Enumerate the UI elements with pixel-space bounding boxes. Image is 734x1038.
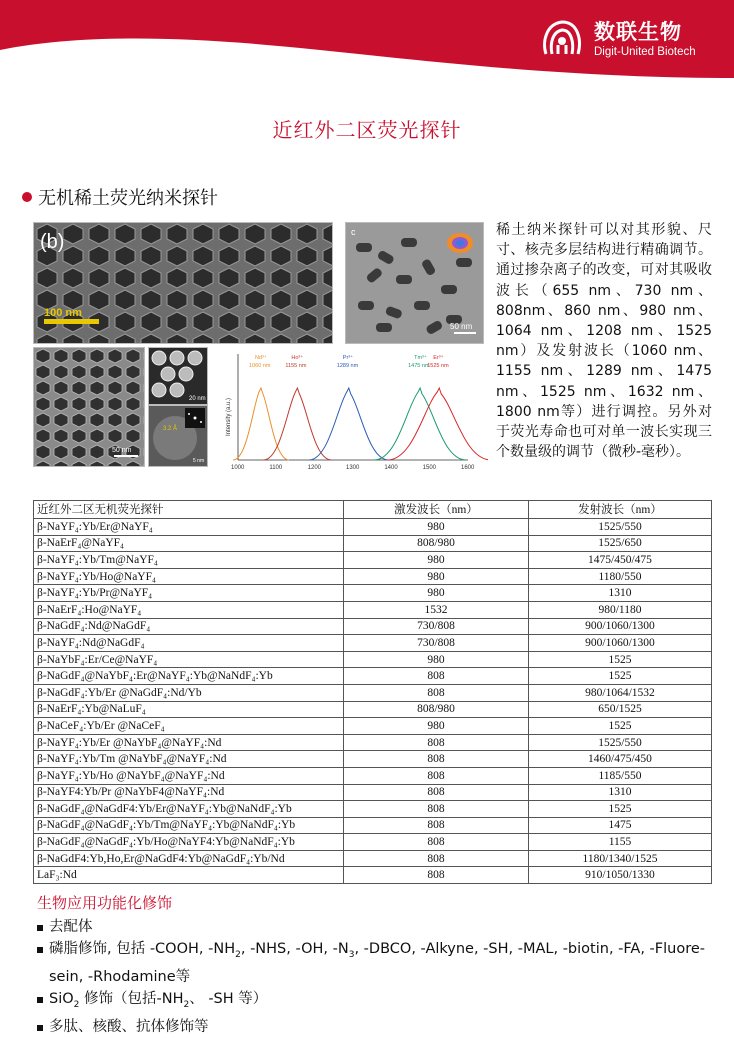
cell-excitation: 980 <box>344 585 529 602</box>
cell-emission: 1525/650 <box>529 535 712 552</box>
table-row <box>34 751 712 768</box>
cell-excitation: 980 <box>344 552 529 569</box>
list-item <box>37 938 713 988</box>
table-row <box>34 618 712 635</box>
list-item-text: 去配体 <box>49 919 93 935</box>
list-item <box>37 988 713 1016</box>
cell-probe: β-NaYF₄:Yb/Tm@NaYF₄ <box>34 552 344 569</box>
list-item-text: , -DBCO, -Alkyne, -SH, -MAL, -biotin, -FA, -Fluore-sein, -Rhodamine等 <box>49 941 705 985</box>
cell-probe: β-NaCeF₄:Yb/Er @NaCeF₄ <box>34 718 344 735</box>
spectrum-peak-wavelength-label: 1525 nm <box>427 363 449 369</box>
bio-feature-list <box>37 916 713 1038</box>
table-row <box>34 850 712 867</box>
cell-probe: β-NaYF₄:Yb/Ho@NaYF₄ <box>34 568 344 585</box>
spectrum-xtick: 1100 <box>269 465 283 471</box>
list-item-text: 修饰（包括-NH <box>79 990 184 1007</box>
spectrum-ylabel: Intensity (a.u.) <box>226 397 232 436</box>
cell-excitation: 808/980 <box>344 535 529 552</box>
table-row <box>34 535 712 552</box>
table-row <box>34 651 712 668</box>
table-row <box>34 635 712 652</box>
brand <box>538 14 728 70</box>
inset2-scale-label: 5 nm <box>193 458 205 464</box>
table-row <box>34 718 712 735</box>
cell-excitation: 808 <box>344 668 529 685</box>
cell-probe: β-NaGdF₄@NaGdF₄:Yb/Ho@NaYF4:Yb@NaNdF₄:Yb <box>34 834 344 851</box>
spectrum-peak-ion-label: Ho³⁺ <box>291 355 304 361</box>
brand-name-cn: 数联生物 <box>594 20 682 44</box>
cell-emission: 1525 <box>529 668 712 685</box>
cell-emission: 1155 <box>529 834 712 851</box>
spectrum-peak-line <box>263 388 331 460</box>
cell-emission: 900/1060/1300 <box>529 618 712 635</box>
tem-inset-spheres <box>148 347 208 405</box>
cell-probe: β-NaYF₄:Yb/Er@NaYF₄ <box>34 519 344 536</box>
cell-probe: β-NaErF₄:Yb@NaLuF₄ <box>34 701 344 718</box>
cell-excitation: 980 <box>344 519 529 536</box>
cell-emission: 1525/550 <box>529 519 712 536</box>
hrtem-inset-lattice <box>148 405 208 467</box>
cell-probe: β-NaYF₄:Nd@NaGdF₄ <box>34 635 344 652</box>
cell-excitation: 808 <box>344 751 529 768</box>
panel-c-scale-label: 50 nm <box>450 322 473 331</box>
cell-probe: β-NaYbF₄:Er/Ce@NaYF₄ <box>34 651 344 668</box>
table-row <box>34 519 712 536</box>
table-row <box>34 784 712 801</box>
table-row <box>34 684 712 701</box>
list-item-text: 磷脂修饰, 包括 -COOH, -NH <box>49 941 236 957</box>
list-item <box>37 916 713 938</box>
spectrum-xtick: 1400 <box>384 465 398 471</box>
spectrum-peak-ion-label: Er³⁺ <box>433 355 444 361</box>
brain-bubble-logo-icon <box>538 14 586 62</box>
spectrum-peak-ion-label: Tm³⁺ <box>414 355 427 361</box>
table-row <box>34 834 712 851</box>
list-item-text: SiO <box>49 990 74 1007</box>
cell-excitation: 980 <box>344 568 529 585</box>
cell-emission: 1460/475/450 <box>529 751 712 768</box>
cell-emission: 1525 <box>529 651 712 668</box>
spectrum-peak-wavelength-label: 1060 nm <box>249 363 271 369</box>
cell-emission: 1475 <box>529 817 712 834</box>
table-header-row <box>34 501 712 519</box>
table-row <box>34 601 712 618</box>
cell-emission: 910/1050/1330 <box>529 867 712 884</box>
cell-emission: 1525 <box>529 801 712 818</box>
subscript: 2 <box>235 949 241 960</box>
brand-name-en: Digit-United Biotech <box>594 46 696 58</box>
cell-excitation: 1532 <box>344 601 529 618</box>
table-header-excitation: 激发波长（nm） <box>344 501 529 519</box>
bio-heading: 生物应用功能化修饰 <box>37 894 173 912</box>
cell-probe: β-NaGdF₄:Yb/Er @NaGdF₄:Nd/Yb <box>34 684 344 701</box>
cell-excitation: 808/980 <box>344 701 529 718</box>
list-item <box>37 1016 713 1038</box>
cell-probe: β-NaGdF₄@NaGdF4:Yb/Er@NaYF₄:Yb@NaNdF₄:Yb <box>34 801 344 818</box>
table-row <box>34 552 712 569</box>
tem-image-panel-c <box>345 222 484 344</box>
cell-emission: 1185/550 <box>529 767 712 784</box>
cell-excitation: 808 <box>344 817 529 834</box>
cell-excitation: 730/808 <box>344 618 529 635</box>
cell-excitation: 980 <box>344 651 529 668</box>
mini-scale-label: 50 nm <box>112 447 132 454</box>
table-header-emission: 发射波长（nm） <box>529 501 712 519</box>
cell-probe: β-NaYF₄:Yb/Ho @NaYbF₄@NaYF₄:Nd <box>34 767 344 784</box>
spectrum-xtick: 1200 <box>307 465 322 471</box>
cell-excitation: 808 <box>344 784 529 801</box>
cell-emission: 900/1060/1300 <box>529 635 712 652</box>
cell-excitation: 808 <box>344 850 529 867</box>
table-row <box>34 668 712 685</box>
spectrum-peak-line <box>387 388 488 460</box>
list-item-text: 多肽、核酸、抗体修饰等 <box>49 1018 209 1035</box>
cell-probe: β-NaGdF₄:Nd@NaGdF₄ <box>34 618 344 635</box>
spectrum-peak-wavelength-label: 1289 nm <box>336 363 359 369</box>
cell-emission: 980/1180 <box>529 601 712 618</box>
cell-emission: 980/1064/1532 <box>529 684 712 701</box>
subscript: 2 <box>183 999 190 1010</box>
cell-excitation: 808 <box>344 684 529 701</box>
table-row <box>34 734 712 751</box>
cell-emission: 1180/1340/1525 <box>529 850 712 867</box>
panel-b-scale-label: 100 nm <box>44 307 82 319</box>
spectrum-peak-wavelength-label: 1475 nm <box>408 363 430 369</box>
spectrum-peak-line <box>233 388 289 460</box>
spectrum-xtick: 1600 <box>461 465 475 471</box>
cell-excitation: 980 <box>344 718 529 735</box>
spectrum-xtick: 1000 <box>231 465 245 471</box>
cell-excitation: 808 <box>344 767 529 784</box>
panel-c-label: c <box>351 227 356 237</box>
page-title: 近红外二区荧光探针 <box>272 118 462 142</box>
spectrum-xtick: 1500 <box>422 465 437 471</box>
table-header-probe: 近红外二区无机荧光探针 <box>34 501 344 519</box>
cell-excitation: 808 <box>344 834 529 851</box>
table-row <box>34 585 712 602</box>
cell-emission: 1310 <box>529 784 712 801</box>
cell-emission: 1180/550 <box>529 568 712 585</box>
tem-image-panel-b <box>33 222 333 344</box>
table-row <box>34 701 712 718</box>
table-row <box>34 867 712 884</box>
spectrum-peak-ion-label: Nd³⁺ <box>255 355 267 361</box>
spectrum-peak-line <box>309 388 389 460</box>
table-row <box>34 568 712 585</box>
emission-spectrum-chart <box>218 350 488 474</box>
cell-probe: β-NaYF₄:Yb/Pr@NaYF₄ <box>34 585 344 602</box>
cell-probe: β-NaYF₄:Yb/Tm @NaYbF₄@NaYF₄:Nd <box>34 751 344 768</box>
cell-probe: LaF₃:Nd <box>34 867 344 884</box>
cell-emission: 1525/550 <box>529 734 712 751</box>
table-row <box>34 767 712 784</box>
list-item-text: 、 -SH 等） <box>189 990 268 1007</box>
cell-excitation: 808 <box>344 734 529 751</box>
cell-emission: 1310 <box>529 585 712 602</box>
cell-probe: β-NaErF₄:Ho@NaYF₄ <box>34 601 344 618</box>
cell-emission: 1475/450/475 <box>529 552 712 569</box>
cell-probe: β-NaGdF4:Yb,Ho,Er@NaGdF4:Yb@NaGdF₄:Yb/Nd <box>34 850 344 867</box>
bullet-dot-icon <box>22 192 32 202</box>
list-item-text: , -NHS, -OH, -N <box>240 941 349 957</box>
cell-probe: β-NaYF₄:Yb/Er @NaYbF₄@NaYF₄:Nd <box>34 734 344 751</box>
tem-image-core-shell <box>33 347 145 467</box>
section-heading-text: 无机稀土荧光纳米探针 <box>38 188 218 209</box>
cell-emission: 1525 <box>529 718 712 735</box>
spectrum-peak-ion-label: Pr³⁺ <box>342 355 354 361</box>
cell-probe: β-NaErF₄@NaYF₄ <box>34 535 344 552</box>
panel-b-label: (b) <box>40 231 65 253</box>
cell-probe: β-NaGdF₄@NaGdF₄:Yb/Tm@NaYF₄:Yb@NaNdF₄:Yb <box>34 817 344 834</box>
cell-probe: β-NaYF4:Yb/Pr @NaYbF4@NaYF₄:Nd <box>34 784 344 801</box>
cell-emission: 650/1525 <box>529 701 712 718</box>
inset1-scale-label: 20 nm <box>189 396 206 402</box>
section-heading <box>22 184 218 210</box>
table-row <box>34 801 712 818</box>
subscript: 3 <box>348 949 355 960</box>
table-row <box>34 817 712 834</box>
lattice-spacing-label: 3.2 Å <box>163 426 178 432</box>
probe-table <box>33 500 712 884</box>
cell-excitation: 730/808 <box>344 635 529 652</box>
subscript: 2 <box>73 999 80 1010</box>
description-text: 稀土纳米探针可以对其形貌、尺寸、核壳多层结构进行精确调节。通过掺杂离子的改变，可对其吸收波长（655 nm、730 nm、808nm、860 nm、980 nm、1064 nm、1208 nm、1525 nm）及发射波长（1060 nm、1155 nm、1289 nm、1475 nm、1525 nm、1632 nm、1800 nm等）进行调控。另外对于荧光寿命也可对单一波长实现三个数量级的调节（微秒-毫秒）。 <box>496 222 712 461</box>
spectrum-peak-line <box>374 388 466 460</box>
spectrum-peak-wavelength-label: 1155 nm <box>285 363 307 369</box>
cell-excitation: 808 <box>344 867 529 884</box>
spectrum-xtick: 1300 <box>346 465 360 471</box>
cell-excitation: 808 <box>344 801 529 818</box>
cell-probe: β-NaGdF₄@NaYbF₄:Er@NaYF₄:Yb@NaNdF₄:Yb <box>34 668 344 685</box>
